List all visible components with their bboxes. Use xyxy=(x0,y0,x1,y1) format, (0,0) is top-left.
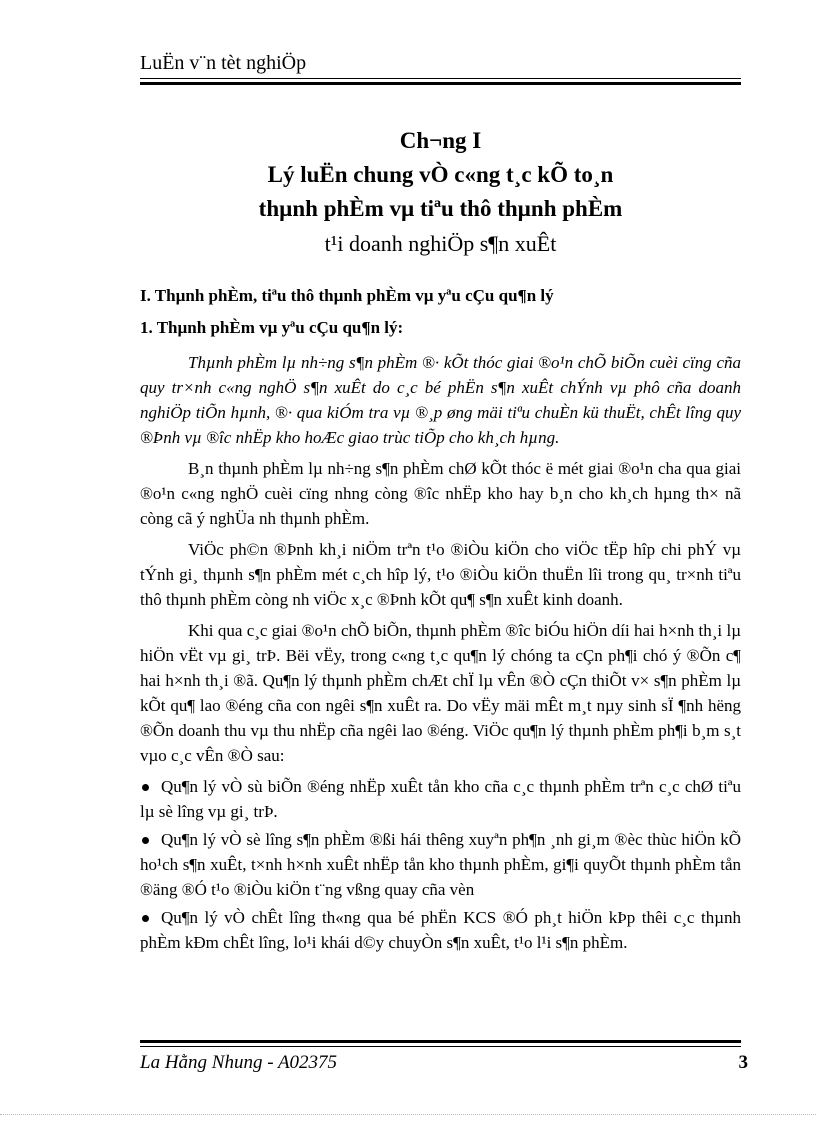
bullet-text: Qu¶n lý vÒ sè lîng s¶n phÈm ®ßi hái thêng xuyªn ph¶n ¸nh gi¸m ®èc thùc hiÖn kÕ ho¹ch s¶n xuÊt, t×nh h×nh xuÊt nhËp tån kho thµnh phÈm, gi¶i quyÕt thµnh phÈm tån ®äng ®Ó t¹o ®iÒu kiÖn t¨ng vßng quay cña vèn xyxy=(140,830,741,899)
page-edge-dotted-line xyxy=(0,1114,816,1115)
paragraph: Khi qua c¸c giai ®o¹n chÕ biÕn, thµnh phÈm ®îc biÓu hiÖn díi hai h×nh th¸i lµ hiÖn vËt vµ gi¸ trÞ. Bëi vËy, trong c«ng t¸c qu¶n lý chóng ta cÇn ph¶i chó ý ®Õn c¶ hai h×nh th¸i ®ã. Qu¶n lý thµnh phÈm chÆt chÏ lµ vÊn ®Ò cÇn thiÕt v× s¶n phÈm lµ kÕt qu¶ lao ®éng cña con ngêi s¶n xuÊt ra. Do vËy mäi mÊt m¸t nµy sinh sÏ ¶nh hëng ®Õn doanh thu vµ thu nhËp cña ngêi lao ®éng. ViÖc qu¶n lý thµnh phÈm ph¶i b¸m s¸t vµo c¸c vÊn ®Ò sau: xyxy=(140,621,741,765)
bullet-icon xyxy=(142,915,149,922)
bullet-text: Qu¶n lý vÒ sù biÕn ®éng nhËp xuÊt tån kho cña c¸c thµnh phÈm trªn c¸c chØ tiªu lµ sè lîng vµ gi¸ trÞ. xyxy=(140,777,741,821)
footer-rule-thick xyxy=(140,1040,741,1043)
paragraph: Thµnh phÈm lµ nh÷ng s¶n phÈm ®· kÕt thóc giai ®o¹n chÕ biÕn cuèi cïng cña quy tr×nh c«ng nghÖ s¶n xuÊt do c¸c bé phËn s¶n xuÊt chÝnh vµ phô cña doanh nghiÖp tiÕn hµnh, ®· qua kiÓm tra vµ ®¸p øng mäi tiªu chuÈn kü thuËt, chÊt lîng quy ®Þnh vµ ®îc nhËp kho hoÆc giao trùc tiÕp cho kh¸ch hµng. xyxy=(140,353,741,447)
chapter-subtitle-line1: Lý luËn chung vÒ c«ng t¸c kÕ to¸n xyxy=(267,162,614,187)
running-header: LuËn v¨n tèt nghiÖp xyxy=(140,52,307,74)
subsection-heading: 1. Thµnh phÈm vµ yªu cÇu qu¶n lý: xyxy=(140,318,404,337)
footer-author: La Hằng Nhung - A02375 xyxy=(140,1052,338,1073)
paragraph: ViÖc ph©n ®Þnh kh¸i niÖm trªn t¹o ®iÒu kiÖn cho viÖc tËp hîp chi phÝ vµ tÝnh gi¸ thµnh s¶n phÈm mét c¸ch hîp lý, t¹o ®iÒu kiÖn thuËn lîi trong qu¸ tr×nh tiªu thô thµnh phÈm còng nh viÖc x¸c ®Þnh kÕt qu¶ s¶n xuÊt kinh doanh. xyxy=(140,540,741,609)
footer-rule-thin xyxy=(140,1046,741,1047)
bullet-text: Qu¶n lý vÒ chÊt lîng th«ng qua bé phËn KCS ®Ó ph¸t hiÖn kÞp thêi c¸c thµnh phÈm kÐm chÊt lîng, lo¹i khái d©y chuyÒn s¶n xuÊt, t¹o l¹i s¶n phÈm. xyxy=(140,908,741,952)
chapter-title: Ch¬ng I xyxy=(399,128,482,153)
paragraph: B¸n thµnh phÈm lµ nh÷ng s¶n phÈm chØ kÕt thóc ë mét giai ®o¹n cha qua giai ®o¹n c«ng nghÖ cuèi cïng nhng còng ®îc nhËp kho hay b¸n cho kh¸ch hµng th× nã còng cã ý nghÜa nh thµnh phÈm. xyxy=(140,459,741,528)
body-text xyxy=(140,350,741,958)
header-rule-thin xyxy=(140,78,741,79)
bullet-item xyxy=(140,774,741,824)
bullet-item xyxy=(140,827,741,902)
section-heading: I. Thµnh phÈm, tiªu thô thµnh phÈm vµ yªu cÇu qu¶n lý xyxy=(140,286,554,305)
chapter-subtitle-line2: thµnh phÈm vµ tiªu thô thµnh phÈm xyxy=(258,196,623,221)
header-rule-thick xyxy=(140,82,741,85)
bullet-icon xyxy=(142,837,149,844)
page-number: 3 xyxy=(738,1052,748,1073)
chapter-subtitle-line3: t¹i doanh nghiÖp s¶n xuÊt xyxy=(324,231,557,256)
bullet-item xyxy=(140,905,741,955)
bullet-icon xyxy=(142,784,149,791)
